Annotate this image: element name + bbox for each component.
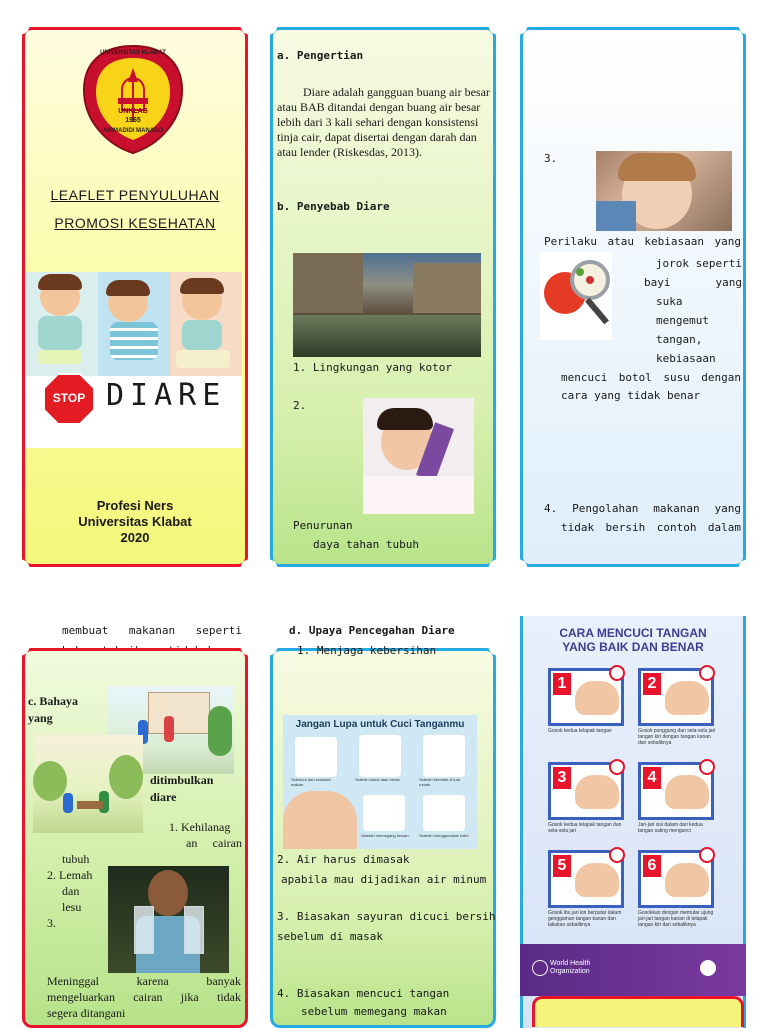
heart-icon (609, 847, 625, 863)
who-globe-icon (532, 960, 548, 976)
danger2-line1: 2. Lemah (47, 868, 93, 882)
heart-icon (609, 759, 625, 775)
danger1-line3: tubuh (62, 852, 90, 866)
cause3-tail-1: mencuci botol susu dengan (561, 371, 741, 384)
heading-bahaya-1: c. Bahaya (28, 694, 79, 708)
logo-unklab: UNKLAB (118, 108, 148, 115)
step-number-badge: 5 (553, 855, 571, 877)
step-card-1 (548, 668, 624, 726)
poster-caption-4: Setelah memegang hewan (361, 833, 409, 838)
poster-caption-5: Setelah menggunakan toilet (419, 833, 469, 838)
health-ministry-logo (700, 960, 716, 976)
diare-illustration (26, 272, 242, 448)
stop-sign-text: STOP (52, 391, 86, 405)
cause3-line-6: kebiasaan (656, 352, 716, 365)
step-number-badge: 3 (553, 767, 571, 789)
cover-footer-line1: Profesi Ners (96, 498, 174, 513)
step-card-4 (638, 762, 714, 820)
cover-footer-line2: Universitas Klabat (78, 514, 192, 529)
corner-notch (15, 20, 29, 34)
prevention-4-line2: sebelum memegang makan (301, 1005, 447, 1018)
cover-title-line1: LEAFLET PENYULUHAN (50, 187, 220, 203)
prevention-4-line1: 4. Biasakan mencuci tangan (277, 987, 450, 1000)
heart-icon (609, 665, 625, 681)
danger3-number: 3. (47, 916, 56, 930)
cause3-number: 3. (544, 152, 558, 165)
logo-arc-bottom-text: AIRMADIDI MANADO (102, 128, 164, 134)
boy-drinking-water-photo (108, 866, 229, 973)
steps-title-line2: YANG BAIK DAN BENAR (562, 640, 704, 654)
step-card-5 (548, 850, 624, 908)
logo-year: 1965 (125, 117, 141, 124)
step-card-2 (638, 668, 714, 726)
cause-dirty-environment: 1. Lingkungan yang kotor (293, 361, 452, 374)
heading-pencegahan: d. Upaya Pencegahan Diare (289, 624, 455, 637)
danger3-line2: mengeluarkan cairan jika tidak (47, 990, 241, 1004)
step-card-3 (548, 762, 624, 820)
logo-arc-top-text: UNIVERSITAS KLABAT (100, 50, 166, 56)
dirty-environment-photo (293, 253, 481, 357)
hands-icon (575, 863, 619, 897)
hands-icon (665, 681, 709, 715)
corner-notch (15, 560, 29, 574)
cause3-line-2: bayi yang (644, 276, 742, 289)
germs-magnifier-image (540, 252, 612, 340)
danger1-line2: an cairan (186, 836, 242, 850)
hands-icon (665, 775, 709, 809)
prevention-1: 1. Menjaga kebersihan (297, 644, 437, 657)
heading-penyebab: b. Penyebab Diare (277, 200, 390, 213)
cause2-number: 2. (293, 399, 307, 412)
cause4-line-1: 4. Pengolahan makanan yang (544, 502, 741, 515)
poster-caption-1: Sebelum dan sesudah makan (291, 777, 331, 787)
step-number-badge: 4 (643, 767, 661, 789)
diare-word: DIARE (106, 378, 227, 413)
who-label-line1: World Health (550, 960, 591, 967)
cause2-text-line2: daya tahan tubuh (313, 538, 419, 551)
cover-footer-line3: 2020 (120, 530, 150, 545)
university-logo (78, 42, 188, 157)
danger2-line3: lesu (62, 900, 82, 914)
cause3-tail-2: cara yang tidak benar (561, 389, 701, 402)
prevention-3-line2: sebelum di masak (277, 930, 383, 943)
hands-icon (575, 775, 619, 809)
cause3-lead: Perilaku atau kebiasaan yang (544, 235, 741, 248)
step-number-badge: 6 (643, 855, 661, 877)
heading-bahaya-2: yang (28, 711, 53, 725)
step-caption-3: Gosok kedua telapak tangan dan sela-sela jari (548, 822, 622, 834)
heading-pengertian: a. Pengertian (277, 49, 364, 62)
heading-bahaya-4: diare (150, 790, 177, 804)
poster-title: Jangan Lupa untuk Cuci Tanganmu (295, 719, 465, 730)
cover-title-line2: PROMOSI KESEHATAN (54, 215, 216, 231)
definition-text: Diare adalah gangguan buang air besar atau BAB ditandai dengan buang air besar lebih dari 3 kali sehari dengan konsistensi tinja cair, dapat disertai dengan darah dan atau lender (Riskesdas, 2013). (277, 85, 490, 159)
steps-title-line1: CARA MENCUCI TANGAN (559, 626, 707, 640)
corner-notch (241, 20, 255, 34)
cause4-line-2: tidak bersih contoh dalam (561, 521, 741, 534)
poster-caption-3: Setelah bermain di luar rumah (419, 777, 461, 787)
heart-icon (699, 665, 715, 681)
cause2-text-line1: Penurunan (293, 519, 353, 532)
park-children-image (33, 735, 143, 833)
heart-icon (699, 759, 715, 775)
who-label-line2: Organization (550, 968, 590, 975)
step-caption-1: Gosok kedua telapak tangan (548, 728, 612, 734)
cause3-line-1: jorok seperti (655, 257, 742, 270)
step-caption-6: Gosokkan dengan memutar ujung jari-jari tangan kanan di telapak tangan kiri dan sebaliknya (638, 910, 714, 928)
step-caption-5: Gosok ibu jari kiri berputar dalam genggaman tangan kanan dan lakukan sebaliknya (548, 910, 622, 928)
prevention-2-line2: apabila mau dijadikan air minum (281, 873, 487, 886)
step-caption-2: Gosok punggung dan sela-sela jari tangan kiri dengan tangan kanan dan sebaliknya (638, 728, 716, 746)
baby-thumb-sucking-photo (596, 151, 732, 231)
cause3-line-4: mengemut (656, 314, 709, 327)
danger1-line1: 1. Kehilanag (169, 820, 231, 834)
danger3-line3: segera ditangani (47, 1006, 126, 1020)
step-card-6 (638, 850, 714, 908)
danger2-line2: dan (62, 884, 80, 898)
next-panel-edge (532, 996, 744, 1027)
hands-icon (575, 681, 619, 715)
prevention-3-line1: 3. Biasakan sayuran dicuci bersih (277, 910, 496, 923)
heading-bahaya-3: ditimbulkan (150, 773, 214, 787)
poster-caption-2: Setelah batuk atau bersin (355, 777, 401, 782)
prevention-2-line1: 2. Air harus dimasak (277, 853, 410, 866)
heart-icon (699, 847, 715, 863)
step-caption-4: Jari-jari sisi dalam dari kedua tangan saling mengunci (638, 822, 703, 834)
sick-child-photo (363, 398, 474, 514)
cause4-continued-line1: membuat makanan seperti (62, 624, 242, 637)
step-number-badge: 2 (643, 673, 661, 695)
step-number-badge: 1 (553, 673, 571, 695)
danger3-line1: Meninggal karena banyak (47, 974, 241, 988)
cause3-line-5: tangan, (656, 333, 703, 346)
handwashing-reminder-poster (283, 715, 477, 849)
cause3-line-3: suka (656, 295, 683, 308)
corner-notch (241, 560, 255, 574)
hands-icon (665, 863, 709, 897)
